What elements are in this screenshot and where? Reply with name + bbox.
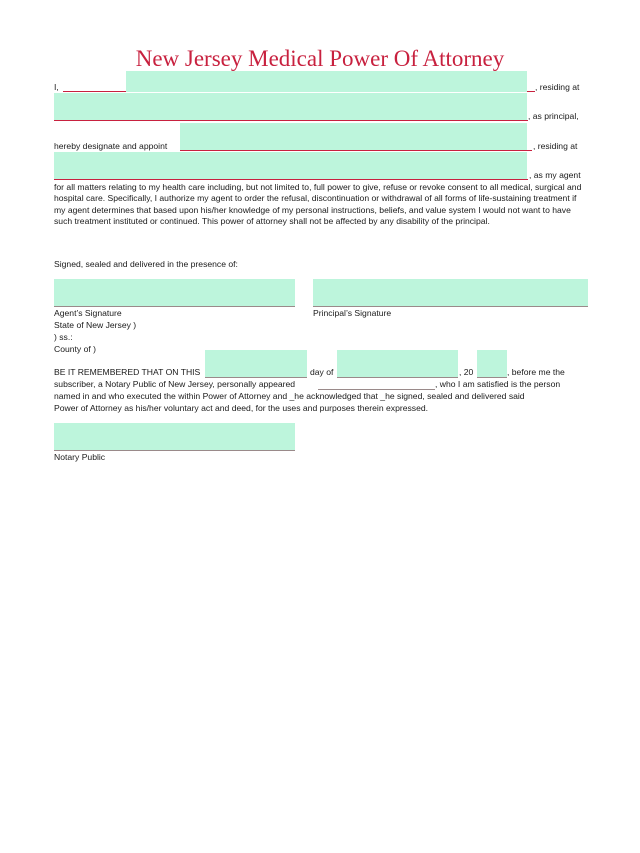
appeared-name-underline <box>318 389 435 390</box>
notary-year-underline <box>477 377 507 378</box>
county-line: County of ) <box>54 344 97 354</box>
line4-suffix: , as my agent <box>529 170 581 180</box>
principal-signature-line <box>313 306 588 307</box>
state-line: State of New Jersey ) <box>54 320 137 330</box>
line2-underline <box>54 120 528 121</box>
agent-signature-field[interactable] <box>54 279 295 306</box>
notary-month-field[interactable] <box>337 350 458 377</box>
agent-name-field[interactable] <box>180 123 527 150</box>
notary-signature-line <box>54 450 295 451</box>
notary-year-field[interactable] <box>477 350 507 377</box>
line3-prefix: hereby designate and appoint <box>54 141 168 151</box>
notary-day-field[interactable] <box>205 350 307 377</box>
notary-year-prefix: , 20 <box>459 367 474 377</box>
line1-prefix: I, <box>54 82 59 92</box>
agent-signature-label: Agent’s Signature <box>54 308 122 318</box>
ss-line: ) ss.: <box>54 332 73 342</box>
notary-line4: Power of Attorney as his/her voluntary act and deed, for the uses and purposes therein expressed. <box>54 403 429 413</box>
agent-address-field[interactable] <box>54 152 527 179</box>
notary-remembered: BE IT REMEMBERED THAT ON THIS <box>54 367 201 377</box>
principal-address-field[interactable] <box>54 93 527 120</box>
notary-line3: named in and who executed the within Power of Attorney and _he acknowledged that _he signed, sealed and delivered said <box>54 391 525 401</box>
principal-signature-label: Principal’s Signature <box>313 308 392 318</box>
principal-name-field[interactable] <box>126 71 527 92</box>
witness-line: Signed, sealed and delivered in the presence of: <box>54 259 238 269</box>
line3-suffix: , residing at <box>533 141 578 151</box>
notary-day-underline <box>205 377 307 378</box>
notary-public-label: Notary Public <box>54 452 106 462</box>
notary-line2-end: , who I am satisfied is the person <box>435 379 561 389</box>
agent-signature-line <box>54 306 295 307</box>
notary-signature-field[interactable] <box>54 423 295 450</box>
notary-line2-start: subscriber, a Notary Public of New Jersey, personally appeared <box>54 379 296 389</box>
line1-suffix: , residing at <box>535 82 580 92</box>
line4-underline <box>54 179 528 180</box>
line2-suffix: , as principal, <box>528 111 579 121</box>
line3-underline <box>180 150 532 151</box>
notary-month-underline <box>337 377 458 378</box>
principal-signature-field[interactable] <box>313 279 588 306</box>
notary-day-of: day of <box>310 367 334 377</box>
document-title: New Jersey Medical Power Of Attorney <box>135 46 505 71</box>
notary-before-me: , before me the <box>507 367 565 377</box>
authorization-paragraph: for all matters relating to my health care including, but not limited to, full power to give, refuse or revoke consent to all medical, surgical and hospital care. Specifically, I authorize my agent to order the refusal, discontinuation or withdrawal of all forms of life-sustaining treatment if my agent determines that based upon his/her knowledge of my personal instructions, beliefs, and value system I would not want to have such treatment instituted or continued. This power of attorney shall not be affected by any disability of the principal. <box>54 182 582 227</box>
